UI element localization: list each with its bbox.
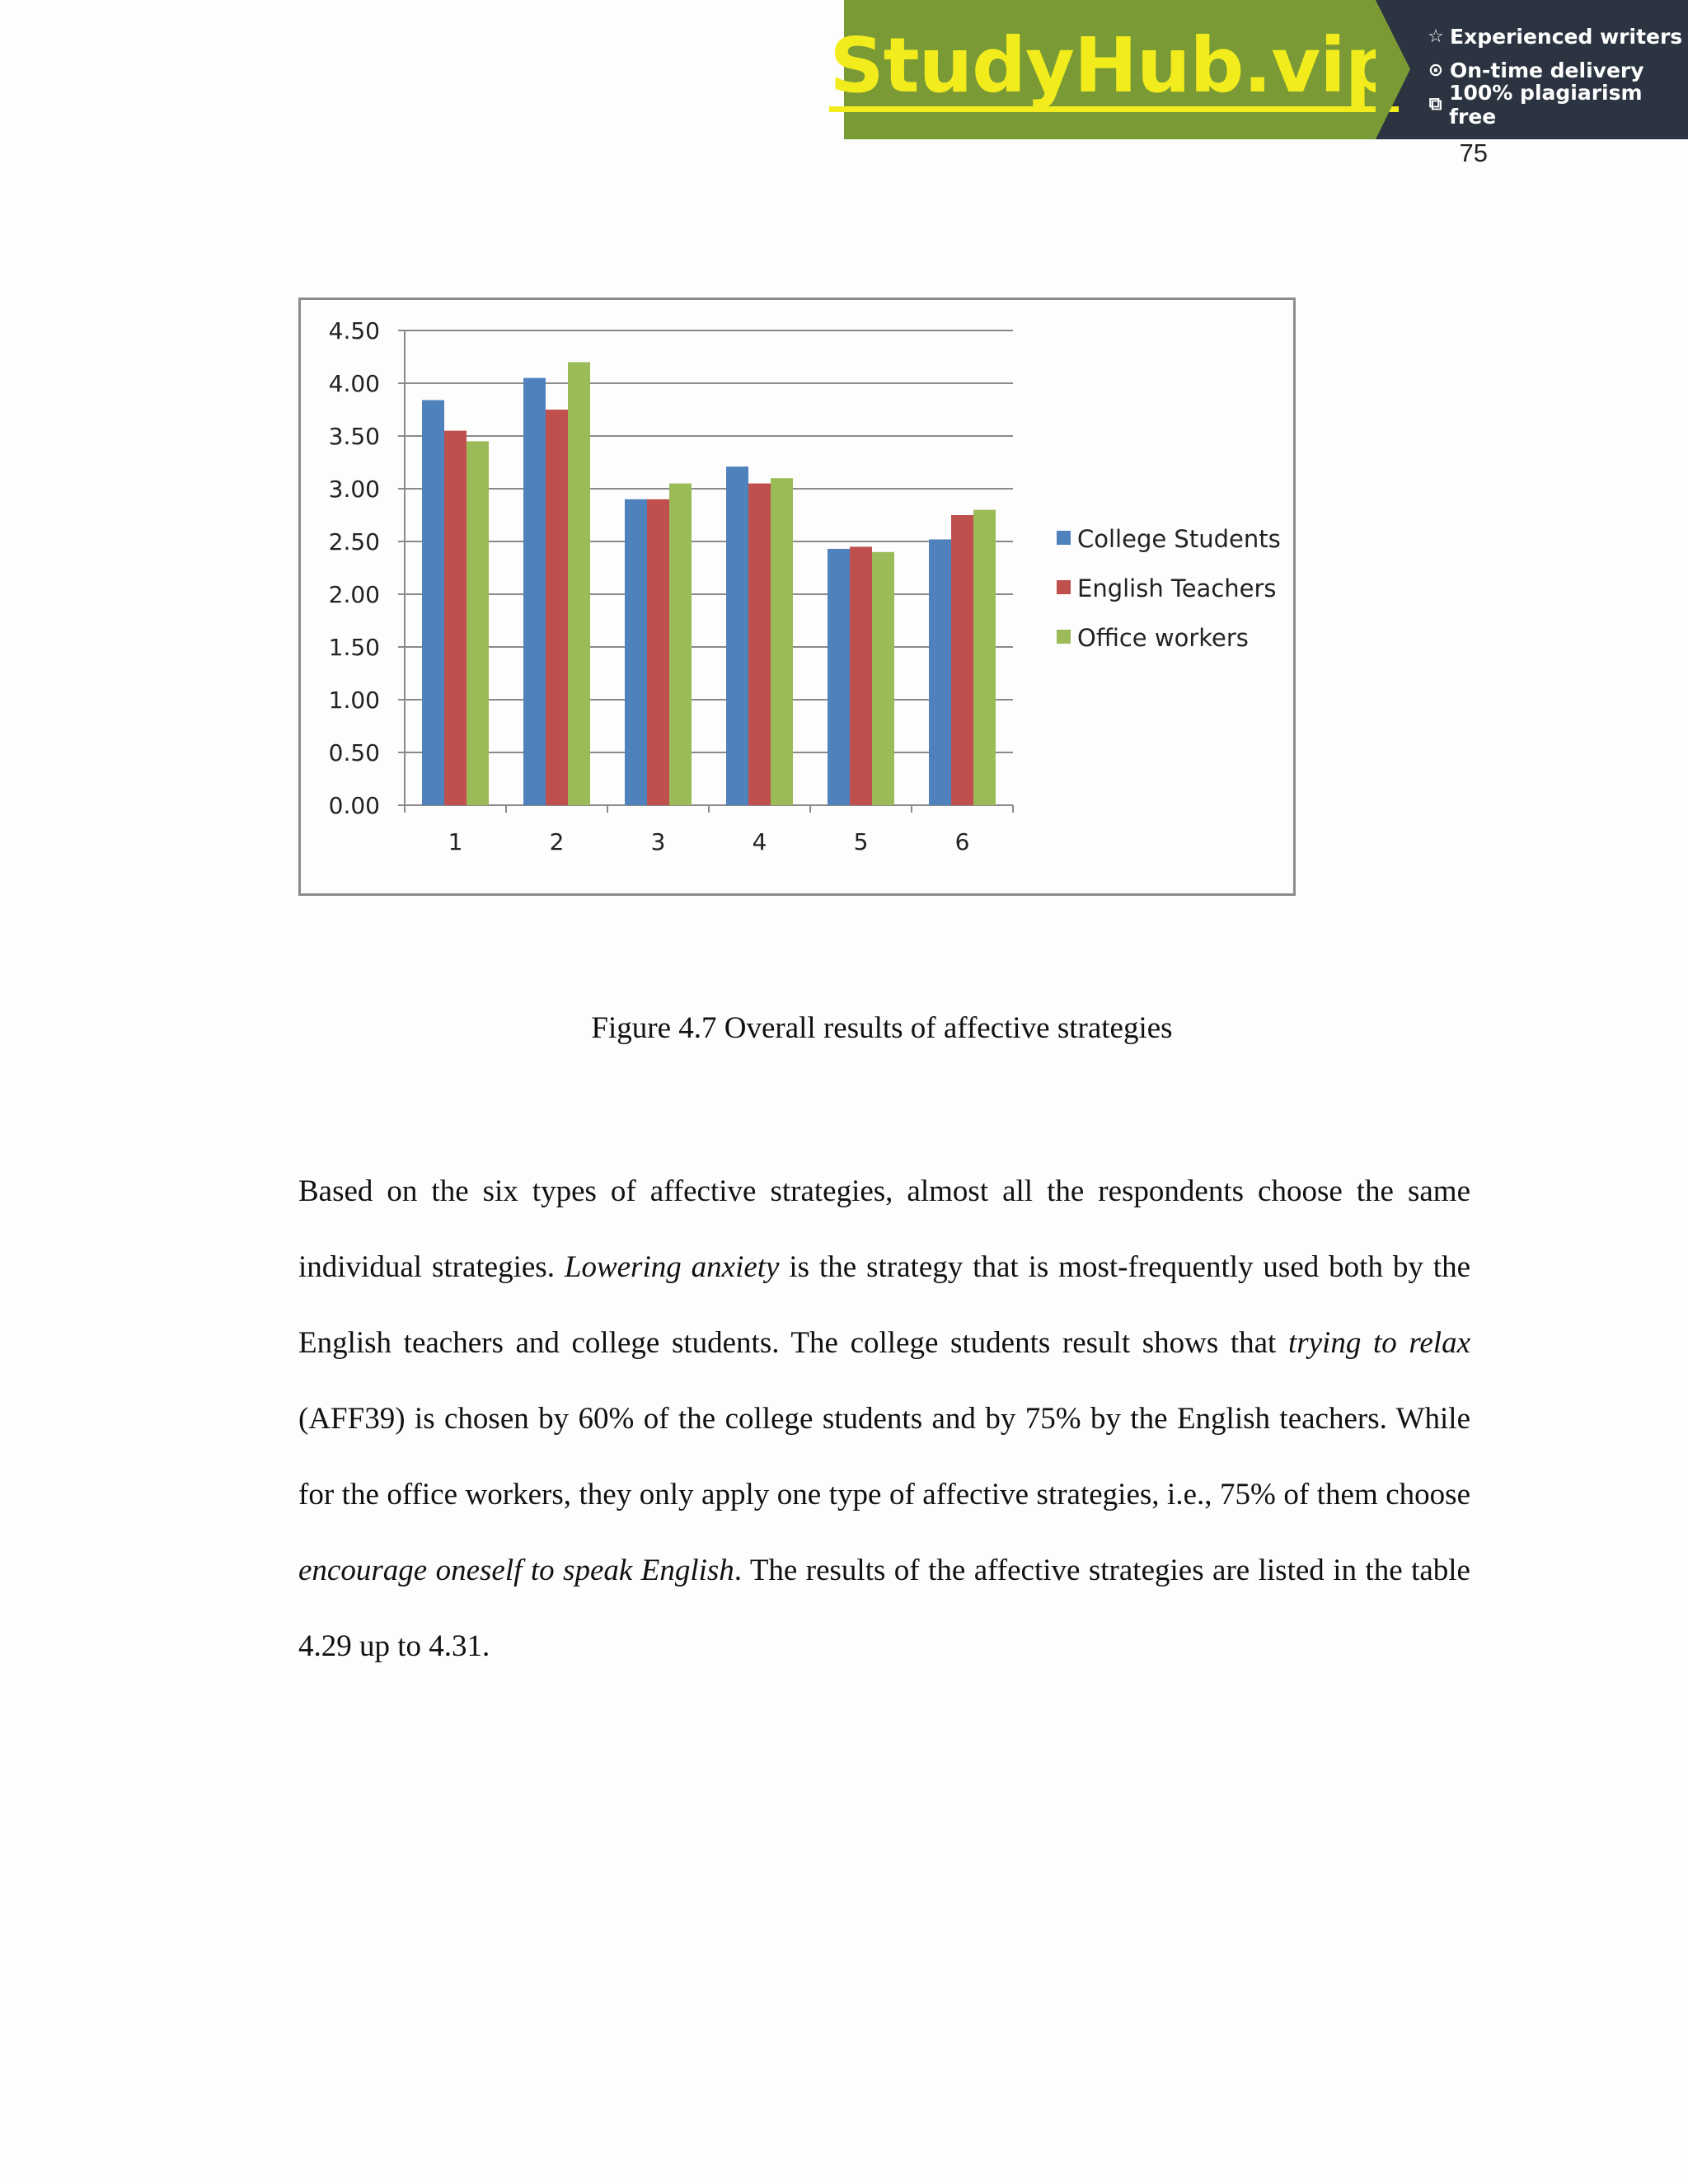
y-tick-label: 0.50 bbox=[328, 739, 380, 766]
x-tick-label: 5 bbox=[853, 828, 869, 855]
y-tick-label: 1.50 bbox=[328, 634, 380, 661]
figure-caption: Figure 4.7 Overall results of affective strategies bbox=[591, 1011, 1173, 1045]
bar bbox=[647, 499, 669, 805]
italic-term: trying to relax bbox=[1287, 1326, 1470, 1360]
x-tick-label: 6 bbox=[954, 828, 970, 855]
feature-item bbox=[1425, 80, 1688, 129]
text-run: is the strategy that is most-frequently used both by the English teachers and college students. The college students result shows that bbox=[298, 1250, 1470, 1360]
y-tick-label: 4.00 bbox=[328, 370, 380, 397]
bar bbox=[929, 539, 951, 805]
text-run: Based on the six types of affective strategies, almost all the respondents choose the same individual strategies. bbox=[298, 1174, 1470, 1284]
feature-label: On-time delivery bbox=[1450, 59, 1644, 82]
y-tick-label: 4.50 bbox=[328, 317, 380, 344]
features-panel bbox=[1376, 0, 1688, 139]
bar-chart bbox=[301, 300, 1293, 893]
bar bbox=[828, 549, 850, 805]
feature-item bbox=[1425, 20, 1688, 54]
legend-swatch bbox=[1057, 630, 1071, 644]
bar bbox=[973, 510, 996, 805]
y-tick-label: 2.00 bbox=[328, 581, 380, 608]
y-tick-label: 2.50 bbox=[328, 528, 380, 555]
feature-label: 100% plagiarism free bbox=[1449, 80, 1643, 129]
bar bbox=[771, 478, 793, 805]
italic-term: encourage oneself to speak English bbox=[298, 1554, 734, 1587]
x-tick-label: 1 bbox=[448, 828, 463, 855]
bar bbox=[625, 499, 647, 805]
bar bbox=[850, 546, 872, 805]
clock-icon: ⊙ bbox=[1428, 60, 1444, 81]
x-tick-label: 2 bbox=[549, 828, 565, 855]
bar bbox=[748, 484, 771, 805]
bar bbox=[726, 466, 748, 805]
bar bbox=[546, 410, 568, 805]
bar bbox=[669, 484, 692, 805]
bar bbox=[523, 378, 546, 805]
star-icon: ☆ bbox=[1428, 26, 1444, 47]
y-tick-label: 3.00 bbox=[328, 476, 380, 503]
bar bbox=[467, 441, 489, 805]
x-tick-label: 3 bbox=[650, 828, 666, 855]
x-tick-label: 4 bbox=[752, 828, 767, 855]
bar bbox=[568, 362, 590, 805]
copy-icon: ⧉ bbox=[1428, 94, 1442, 115]
brand-panel[interactable] bbox=[829, 0, 1399, 139]
body-paragraph bbox=[298, 1154, 1470, 1685]
legend-swatch bbox=[1057, 531, 1071, 545]
bar bbox=[422, 400, 444, 805]
chart-frame bbox=[298, 298, 1296, 896]
y-tick-label: 1.00 bbox=[328, 687, 380, 714]
y-tick-label: 0.00 bbox=[328, 792, 380, 819]
text-run: . The results of the affective strategies are listed in the table 4.29 up to 4.31. bbox=[298, 1554, 1470, 1663]
bar bbox=[951, 515, 973, 805]
ad-banner[interactable] bbox=[829, 0, 1688, 139]
feature-label: Experienced writers bbox=[1450, 25, 1683, 49]
bar bbox=[444, 431, 467, 805]
brand-logo[interactable]: StudyHub.vip bbox=[829, 27, 1398, 112]
text-run: (AFF39) is chosen by 60% of the college students and by 75% by the English teachers. While for the office workers, they only apply one type of affective strategies, i.e., 75% of them choose bbox=[298, 1402, 1470, 1511]
italic-term: Lowering anxiety bbox=[564, 1250, 780, 1284]
legend-label: College Students bbox=[1077, 525, 1281, 553]
legend-label: Office workers bbox=[1077, 624, 1249, 652]
legend-swatch bbox=[1057, 580, 1071, 594]
y-tick-label: 3.50 bbox=[328, 423, 380, 450]
legend-label: English Teachers bbox=[1077, 574, 1277, 602]
page-number: 75 bbox=[1459, 138, 1488, 167]
bar bbox=[872, 552, 894, 805]
